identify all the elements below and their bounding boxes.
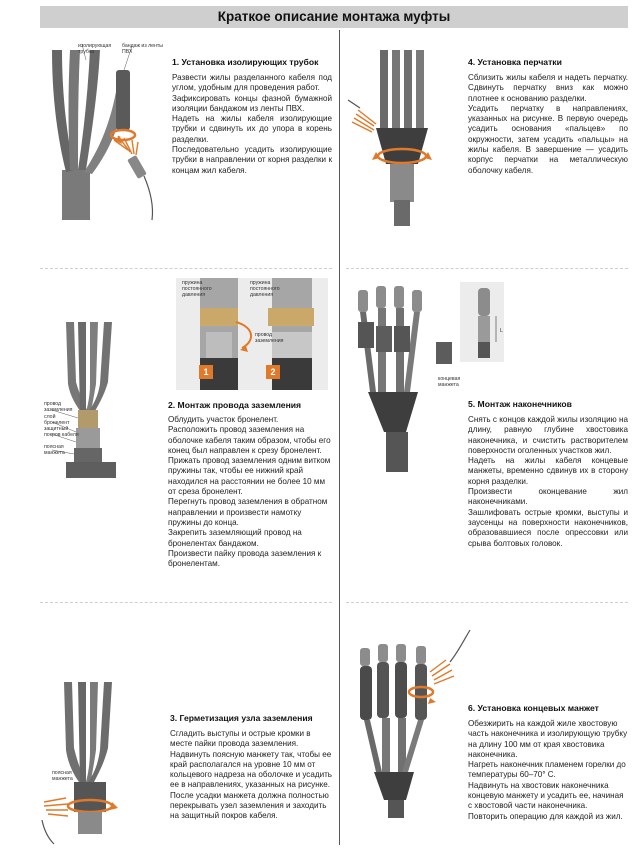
paragraph: Перегнуть провод заземления в обратном направлении и произвести намотку пружины до конца. xyxy=(168,497,328,527)
row-divider xyxy=(346,268,628,269)
paragraph: Надеть на жилы кабеля концевые манжеты, временно сдвинув их в сторону корня разделки. xyxy=(468,456,628,486)
paragraph: Произвести оконцевание жил наконечниками. xyxy=(468,487,628,507)
paragraph: Усадить перчатку в направлениях, указанных на рисунке. В первую очередь усадить основания «пальцев» по окружности, затем усадить «пальцы» на жилы кабеля. В завершение — усадить корпус перчатки на металлическую оболочку кабеля. xyxy=(468,103,628,175)
step-badge-2: 2 xyxy=(266,365,280,379)
paragraph: Зашлифовать острые кромки, выступы и заусенцы на поверхности наконечников, образовавшиеся после опрессовки или срыва болтовых головок. xyxy=(468,507,628,548)
row-divider xyxy=(346,602,628,603)
paragraph: Надвинуть поясную манжету так, чтобы ее край располагался на уровне 10 мм от кольцевого надреза на оболочке и усадить ее в направлениях, указанных на рисунке. xyxy=(170,749,333,790)
section-6-text xyxy=(468,719,628,822)
paragraph: Надвинуть на хвостовик наконечника концевую манжету и усадить ее, начиная с хвостовой части наконечника. Повторить операцию для каждой из жил. xyxy=(468,780,624,821)
row-divider xyxy=(40,268,332,269)
callout-spring-2: пружина постоянного давления xyxy=(250,280,280,298)
section-6-title: 6. Установка концевых манжет xyxy=(468,703,599,713)
page-title: Краткое описание монтажа муфты xyxy=(217,9,451,24)
callout-armor-layer: слой бронелент xyxy=(44,414,70,426)
callout-spring-1: пружина постоянного давления xyxy=(182,280,212,298)
paragraph: Облудить участок бронелент. xyxy=(168,415,279,424)
paragraph: Снять с концов каждой жилы изоляцию на длину, равную глубине хвостовика наконечника, и счистить растворителем поверхности оголенных участков жил. xyxy=(468,415,628,455)
glove-installation-illustration xyxy=(346,44,456,234)
page-header xyxy=(40,6,628,28)
callout-end-cuff: концевая манжета xyxy=(438,376,461,388)
section-5-title: 5. Монтаж наконечников xyxy=(468,399,572,409)
column-divider xyxy=(339,30,340,845)
paragraph: Надеть на жилы кабеля изолирующие трубки и сдвинуть их до упора в корень разделки. xyxy=(172,114,332,144)
paragraph: Расположить провод заземления на оболочке кабеля таким образом, чтобы его конец был направлен к срезу бронелент. xyxy=(168,425,331,455)
end-cuff-illustration xyxy=(346,622,476,822)
callout-belt-cuff: поясная манжета xyxy=(44,444,65,456)
paragraph: Развести жилы разделанного кабеля под углом, удобным для проведения работ. xyxy=(172,73,332,93)
callout-length-l: L xyxy=(500,328,503,334)
paragraph: Закрепить заземляющий провод на бронелентах бандажом. xyxy=(168,528,302,548)
section-3-title: 3. Герметизация узла заземления xyxy=(170,713,313,723)
section-3-text xyxy=(170,729,332,822)
section-2-text xyxy=(168,415,332,569)
callout-protective-cover: защитный покров кабеля xyxy=(44,426,79,438)
section-4-title: 4. Установка перчатки xyxy=(468,57,562,67)
paragraph: Сгладить выступы и острые кромки в месте пайки провода заземления. xyxy=(170,729,311,749)
paragraph: Нагреть наконечник пламенем горелки до температуры 60–70° С. xyxy=(468,760,626,780)
step-badge-1: 1 xyxy=(199,365,213,379)
grounding-seal-illustration xyxy=(40,678,150,848)
row-divider xyxy=(40,602,332,603)
section-1-text xyxy=(172,73,332,176)
section-5-text xyxy=(468,415,628,549)
section-2-title: 2. Монтаж провода заземления xyxy=(168,400,302,410)
paragraph: Последовательно усадить изолирующие трубки в направлении от корня разделки к концам жил кабеля. xyxy=(172,145,332,175)
paragraph: Прижать провод заземления одним витком пружины так, чтобы ее нижний край находился на расстоянии не более 10 мм от среза бронелент. xyxy=(168,456,331,497)
callout-belt-cuff-3: поясная манжета xyxy=(52,770,73,782)
lug-detail-illustration xyxy=(460,282,504,362)
callout-insulating-tube: изолирующая трубка xyxy=(78,43,112,55)
callout-pvc-bandage: бандаж из ленты ПВХ xyxy=(122,43,164,55)
paragraph: Обезжирить на каждой жиле хвостовую часть наконечника и изолирующую трубку на длину 100 мм от края хвостовика наконечника. xyxy=(468,719,628,759)
grounding-cable-illustration xyxy=(44,312,134,482)
callout-ground-wire: провод заземления xyxy=(44,401,73,413)
section-4-text xyxy=(468,73,628,176)
section-1-title: 1. Установка изолирующих трубок xyxy=(172,57,319,67)
paragraph: Произвести пайку провода заземления к бронелентам. xyxy=(168,548,322,569)
callout-ground-wire-detail: провод заземления xyxy=(255,332,284,344)
tube-installation-illustration xyxy=(44,40,164,230)
paragraph: Зафиксировать концы фазной бумажной изоляции бандажом из ленты ПВХ. xyxy=(172,93,332,113)
paragraph: Сблизить жилы кабеля и надеть перчатку. Сдвинуть перчатку вниз как можно плотнее к основанию разделки. xyxy=(468,73,628,103)
paragraph: После усадки манжета должна полностью перекрывать узел заземления и заходить на защитный покров кабеля. xyxy=(170,790,329,821)
